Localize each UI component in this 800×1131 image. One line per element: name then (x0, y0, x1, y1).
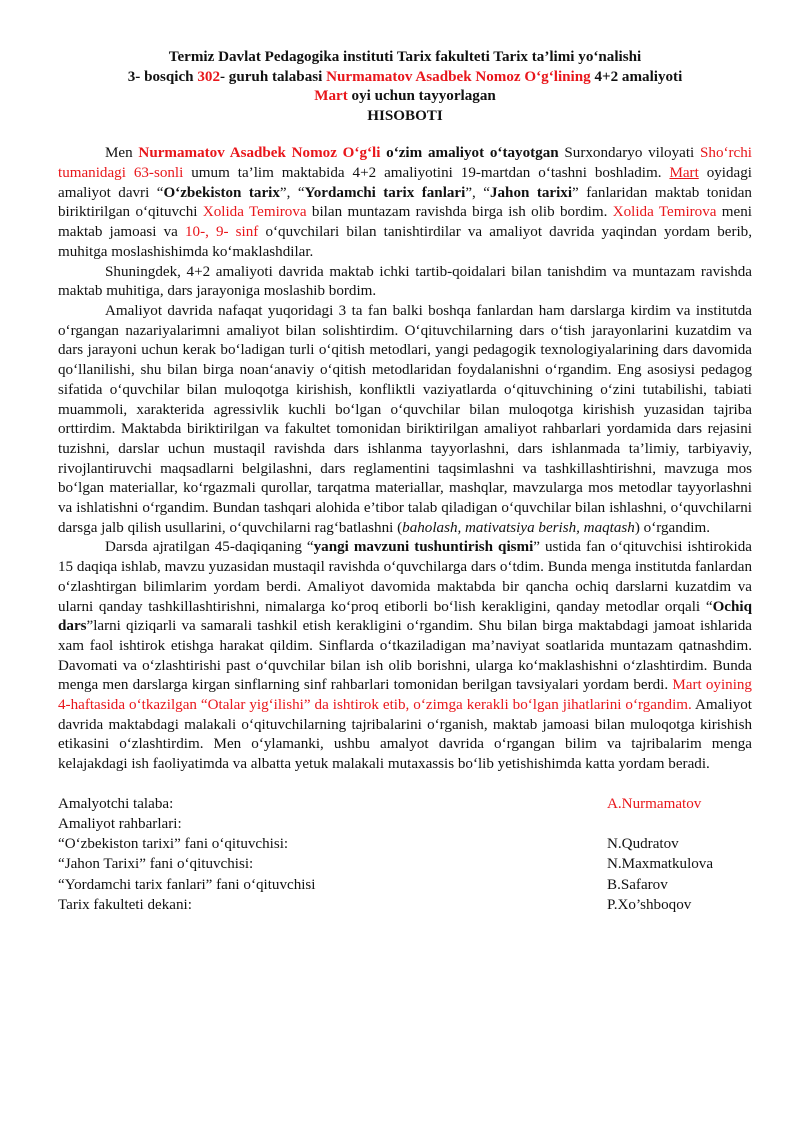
header-course: 3- bosqich (127, 68, 198, 85)
text: ”larni qiziqarli va samarali tashkil etish kerakligini o‘rgandim. Shu bilan birga maktabdagi jamoat ishlarida xam faol ishtirok etishga harakat qildim. Sinflarda o‘tkaziladigan ma’naviyat soatlarida muntazam qatnashdim. Davomati va o‘zlashtirishi past o‘quvchilar bilan ish olib borishni, ularga ko‘maklashishni o‘zlashtirdim. Bunda menga men darslarga kirgan sinflarning sinf rahbarlari tomonidan berilgan tavsiyalari yordam berdi. (58, 618, 752, 694)
school-location: Sho‘rchi tumanidagi 63-sonli (58, 145, 752, 182)
text: oyidagi amaliyot davri “ (58, 165, 752, 201)
subject-3: Jahon tarixi (489, 184, 573, 201)
signature-row-4 (58, 896, 752, 916)
header-text: - guruh talabasi (219, 68, 327, 85)
signature-label: Amaliyot rahbarlari: (58, 816, 182, 833)
report-page (58, 48, 752, 916)
header-line-1: Termiz Davlat Pedagogika instituti Tarix fakulteti Tarix ta’limi yo‘nalishi (168, 49, 642, 65)
signature-row-2 (58, 855, 752, 875)
text-italic: baholash, mativatsiya berish, maqtash (402, 519, 635, 536)
text-bold: yangi mavzuni tushuntirish qismi (313, 539, 534, 556)
text: Amaliyot davrida maktabdagi malakali o‘qituvchilarning tajribalarini o‘rganish, maktab jamoasi bilan muloqotga kirishish etikasini o‘zlashtirdim. Men o‘ylamanki, ushbu amalyot davrida o‘rgangan bilim va tajribalarim menga kelajakdagi ish faoliyatimda va albatta yetuk malakali mutaxassis bo‘lib yetishishimda katta yordam beradi. (58, 697, 752, 773)
signature-row-3 (58, 876, 752, 896)
header-line-3 (58, 87, 752, 107)
signature-label: “Jahon Tarixi” fani o‘qituvchisi: (58, 856, 254, 873)
teacher-name: Xolida Temirova (612, 204, 717, 221)
text-bold: Ochiq dars (58, 598, 752, 635)
paragraph-1 (58, 144, 752, 262)
student-signature-name: A.Nurmamatov (607, 795, 702, 812)
text-bold: o‘zim amaliyot o‘tayotgan (380, 145, 559, 162)
signature-row-1 (58, 835, 752, 855)
text: Men (105, 145, 139, 162)
text: ” fanlaridan maktab tonidan biriktirilgan o‘qituvchi (58, 184, 752, 221)
header-student-name: Nurmamatov Asadbek Nomoz O‘g‘lining (326, 68, 591, 85)
paragraph-4 (58, 538, 752, 774)
report-title: HISOBOTI (367, 107, 443, 124)
teacher-name: Xolida Temirova (202, 204, 307, 221)
text: meni maktab jamoasi va (58, 204, 752, 241)
signature-row-leaders (58, 815, 752, 835)
signature-block (58, 795, 752, 916)
signature-label: “Yordamchi tarix fanlari” fani o‘qituvchisi (58, 876, 316, 893)
paragraph-2: Shuningdek, 4+2 amaliyoti davrida maktab ichki tartib-qoidalari bilan tanishdim va muntazam ravishda maktab muhitiga, dars jarayoniga moslashib bordim. (58, 263, 752, 300)
signature-label: Amalyotchi talaba: (58, 795, 174, 812)
text: ”, “ (465, 184, 490, 201)
student-name: Nurmamatov Asadbek Nomoz O‘g‘li (138, 145, 381, 162)
text: Surxondaryo viloyati (558, 145, 700, 162)
text: ”, “ (279, 184, 305, 201)
subject-2: Yordamchi tarix fanlari (304, 184, 466, 201)
signature-name: N.Maxmatkulova (607, 856, 714, 873)
signature-label: “O‘zbekiston tarixi” fani o‘qituvchisi: (58, 836, 289, 853)
signature-name: P.Xo’shboqov (607, 896, 692, 913)
text: o‘quvchilari bilan tanishtirdilar va amaliyot davrida yaqindan yordam berib, muhitga moslashishimda ko‘maklashdilar. (58, 224, 752, 260)
header-practice: 4+2 amaliyoti (590, 68, 683, 85)
header-text: oyi uchun tayyorlagan (347, 88, 496, 105)
text: umum ta’lim maktabida 4+2 amaliyotini 19-martdan o‘tashni boshladim. (183, 165, 670, 182)
report-body (58, 144, 752, 775)
paragraph-3 (58, 302, 752, 538)
signature-label: Tarix fakulteti dekani: (58, 896, 192, 913)
header-group: 302 (197, 68, 220, 85)
header-month: Mart (314, 88, 348, 105)
signature-name: B.Safarov (607, 876, 668, 893)
text: Darsda ajratilgan 45-daqiqaning “ (105, 539, 314, 556)
signature-name: N.Qudratov (607, 836, 679, 853)
report-header (58, 48, 752, 126)
text: ) o‘rgandim. (634, 519, 711, 536)
subject-1: O‘zbekiston tarix (163, 184, 280, 201)
header-line-2 (58, 68, 752, 88)
text: bilan muntazam ravishda birga ish olib bordim. (306, 204, 613, 221)
highlighted-text: Mart oyining 4-haftasida o‘tkazilgan “Otalar yig‘ilishi” da ishtirok etib, o‘zimga kerakli bo‘lgan jihatlarini o‘rgandim. (58, 677, 752, 714)
month-link: Mart (669, 165, 699, 182)
text: Amaliyot davrida nafaqat yuqoridagi 3 ta fan balki boshqa fanlardan ham darslarga kirdim va institutda o‘rgangan nazariyalarimni amaliyot bilan solishtirdim. O‘qituvchilarning dars o‘tish jarayonlarini kuzatdim va dars jarayoni uchun kerak bo‘ladigan turli o‘qitish metodlari, yangi pedagogik texnologiyalarining dars davomida qo‘llanilishi, shu bilan birga noan‘anaviy o‘qitish metodlaridan foydalanishni o‘rgandim. Eng asosiysi pedagog sifatida o‘quvchilar bilan muloqotga kirishish, konfliktli vaziyatlarda o‘qituvchining o‘zini tutabilishi, tabiati muammoli, xarakterida agressivlik kuchli bo‘lgan o‘quvchilar bilan muloqotga kirishish yuzasidan tajriba orttirdim. Maktabda biriktirilgan va fakultet tomonidan biriktirilgan amaliyot rahbarlari yordamida dars rejasini tuzishni, darslar uchun mustaqil ravishda dars ishlanma tayyorlashni, dars ishlanmada ta’limiy, tarbiyaviy, rivojlantiruvchi maqsadlarni belgilashni, dars reglamentini taqsimlashni va tashkillashtirishni, mavzuga mos bo‘lgan materiallar, ko‘rgazmali qurollar, tarqatma materiallar, mashqlar, mavzularga mos metodlar tayyorlashni va ishlatishni o‘rgandim. Bundan tashqari alohida e’tibor talab qiladigan o‘quvchilar bilan ishlashni, o‘quvchilarni darsga jalb qilish usullarini, o‘quvchilarni rag‘batlashni ( (58, 303, 752, 536)
signature-row-student (58, 795, 752, 815)
text: ” ustida fan o‘qituvchisi ishtirokida 15 daqiqa ishlab, mavzu yuzasidan mustaqil ravishda o‘quvchilarga dars o‘tdim. Bunda menga institutda fanlardan o‘zlashtirgan bilimlarim yordam berdi. Amaliyot davomida maktabda bir qancha ochiq darslarni kuzatdim va ularni qanday tashkillashtirishni, nimalarga ko‘proq etiborli bo‘lish kerakligini, qanday metodlar orqali “ (58, 539, 752, 615)
class-names: 10-, 9- sinf (184, 224, 259, 241)
